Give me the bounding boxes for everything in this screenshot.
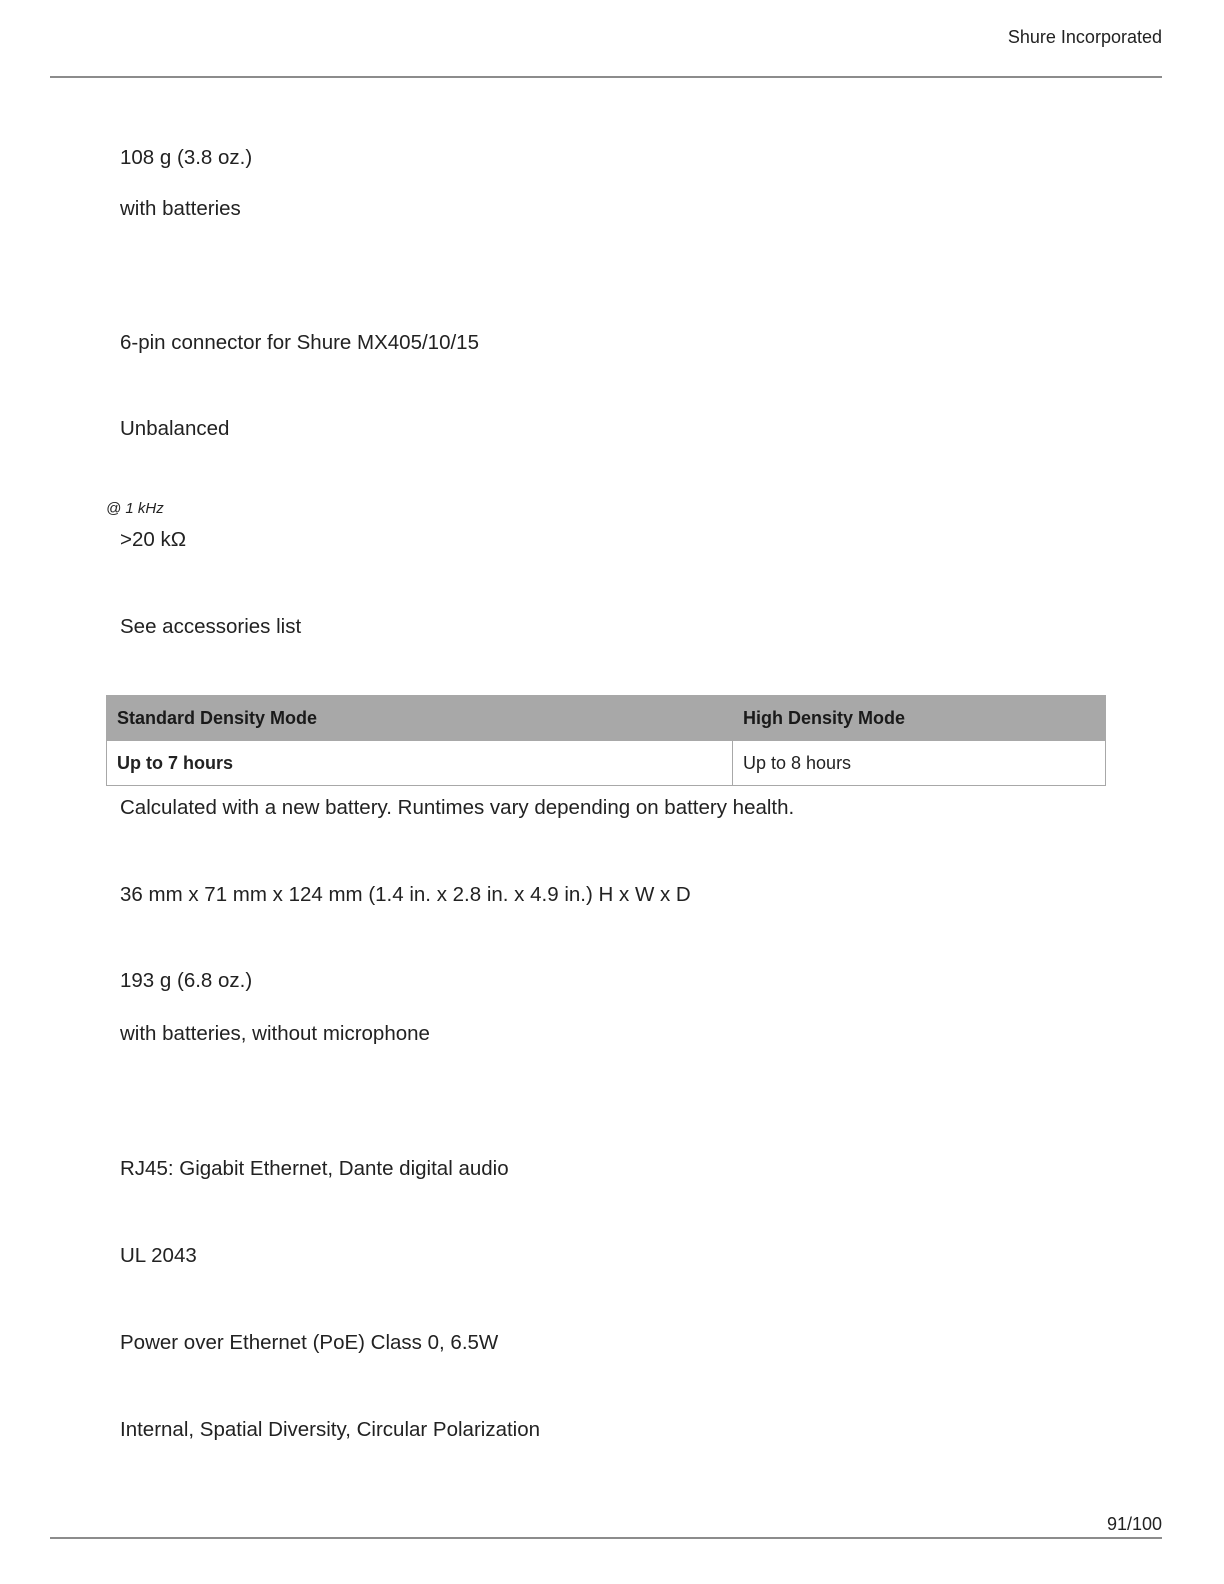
weight-note-2: with batteries, without microphone (120, 1022, 430, 1045)
table-cell-standard: Up to 7 hours (107, 741, 733, 786)
table-header-high: High Density Mode (733, 696, 1106, 741)
power-value: Power over Ethernet (PoE) Class 0, 6.5W (120, 1331, 499, 1354)
connector-value: 6-pin connector for Shure MX405/10/15 (120, 331, 479, 354)
page-number: 91/100 (1106, 1514, 1162, 1534)
configuration-value: Unbalanced (120, 417, 230, 440)
weight-value: 108 g (3.8 oz.) (120, 146, 253, 169)
table-header-standard: Standard Density Mode (107, 696, 733, 741)
table-header-row (107, 696, 1106, 741)
impedance-condition: @ 1 kHz (106, 500, 164, 517)
impedance-value: >20 kΩ (120, 528, 187, 551)
weight-value-2: 193 g (6.8 oz.) (120, 969, 253, 992)
network-value: RJ45: Gigabit Ethernet, Dante digital audio (120, 1157, 509, 1180)
runtime-table (106, 695, 1106, 786)
header-rule (50, 76, 1162, 78)
antenna-value: Internal, Spatial Diversity, Circular Polarization (120, 1418, 541, 1441)
table-row (107, 741, 1106, 786)
plenum-value: UL 2043 (120, 1244, 197, 1267)
weight-note: with batteries (120, 197, 241, 220)
footer-rule (50, 1537, 1162, 1539)
header-company: Shure Incorporated (1007, 27, 1162, 47)
table-cell-high: Up to 8 hours (733, 741, 1106, 786)
accessories-value: See accessories list (120, 615, 302, 638)
dimensions-value: 36 mm x 71 mm x 124 mm (1.4 in. x 2.8 in. x 4.9 in.) H x W x D (120, 883, 691, 906)
runtime-note: Calculated with a new battery. Runtimes vary depending on battery health. (120, 796, 795, 819)
